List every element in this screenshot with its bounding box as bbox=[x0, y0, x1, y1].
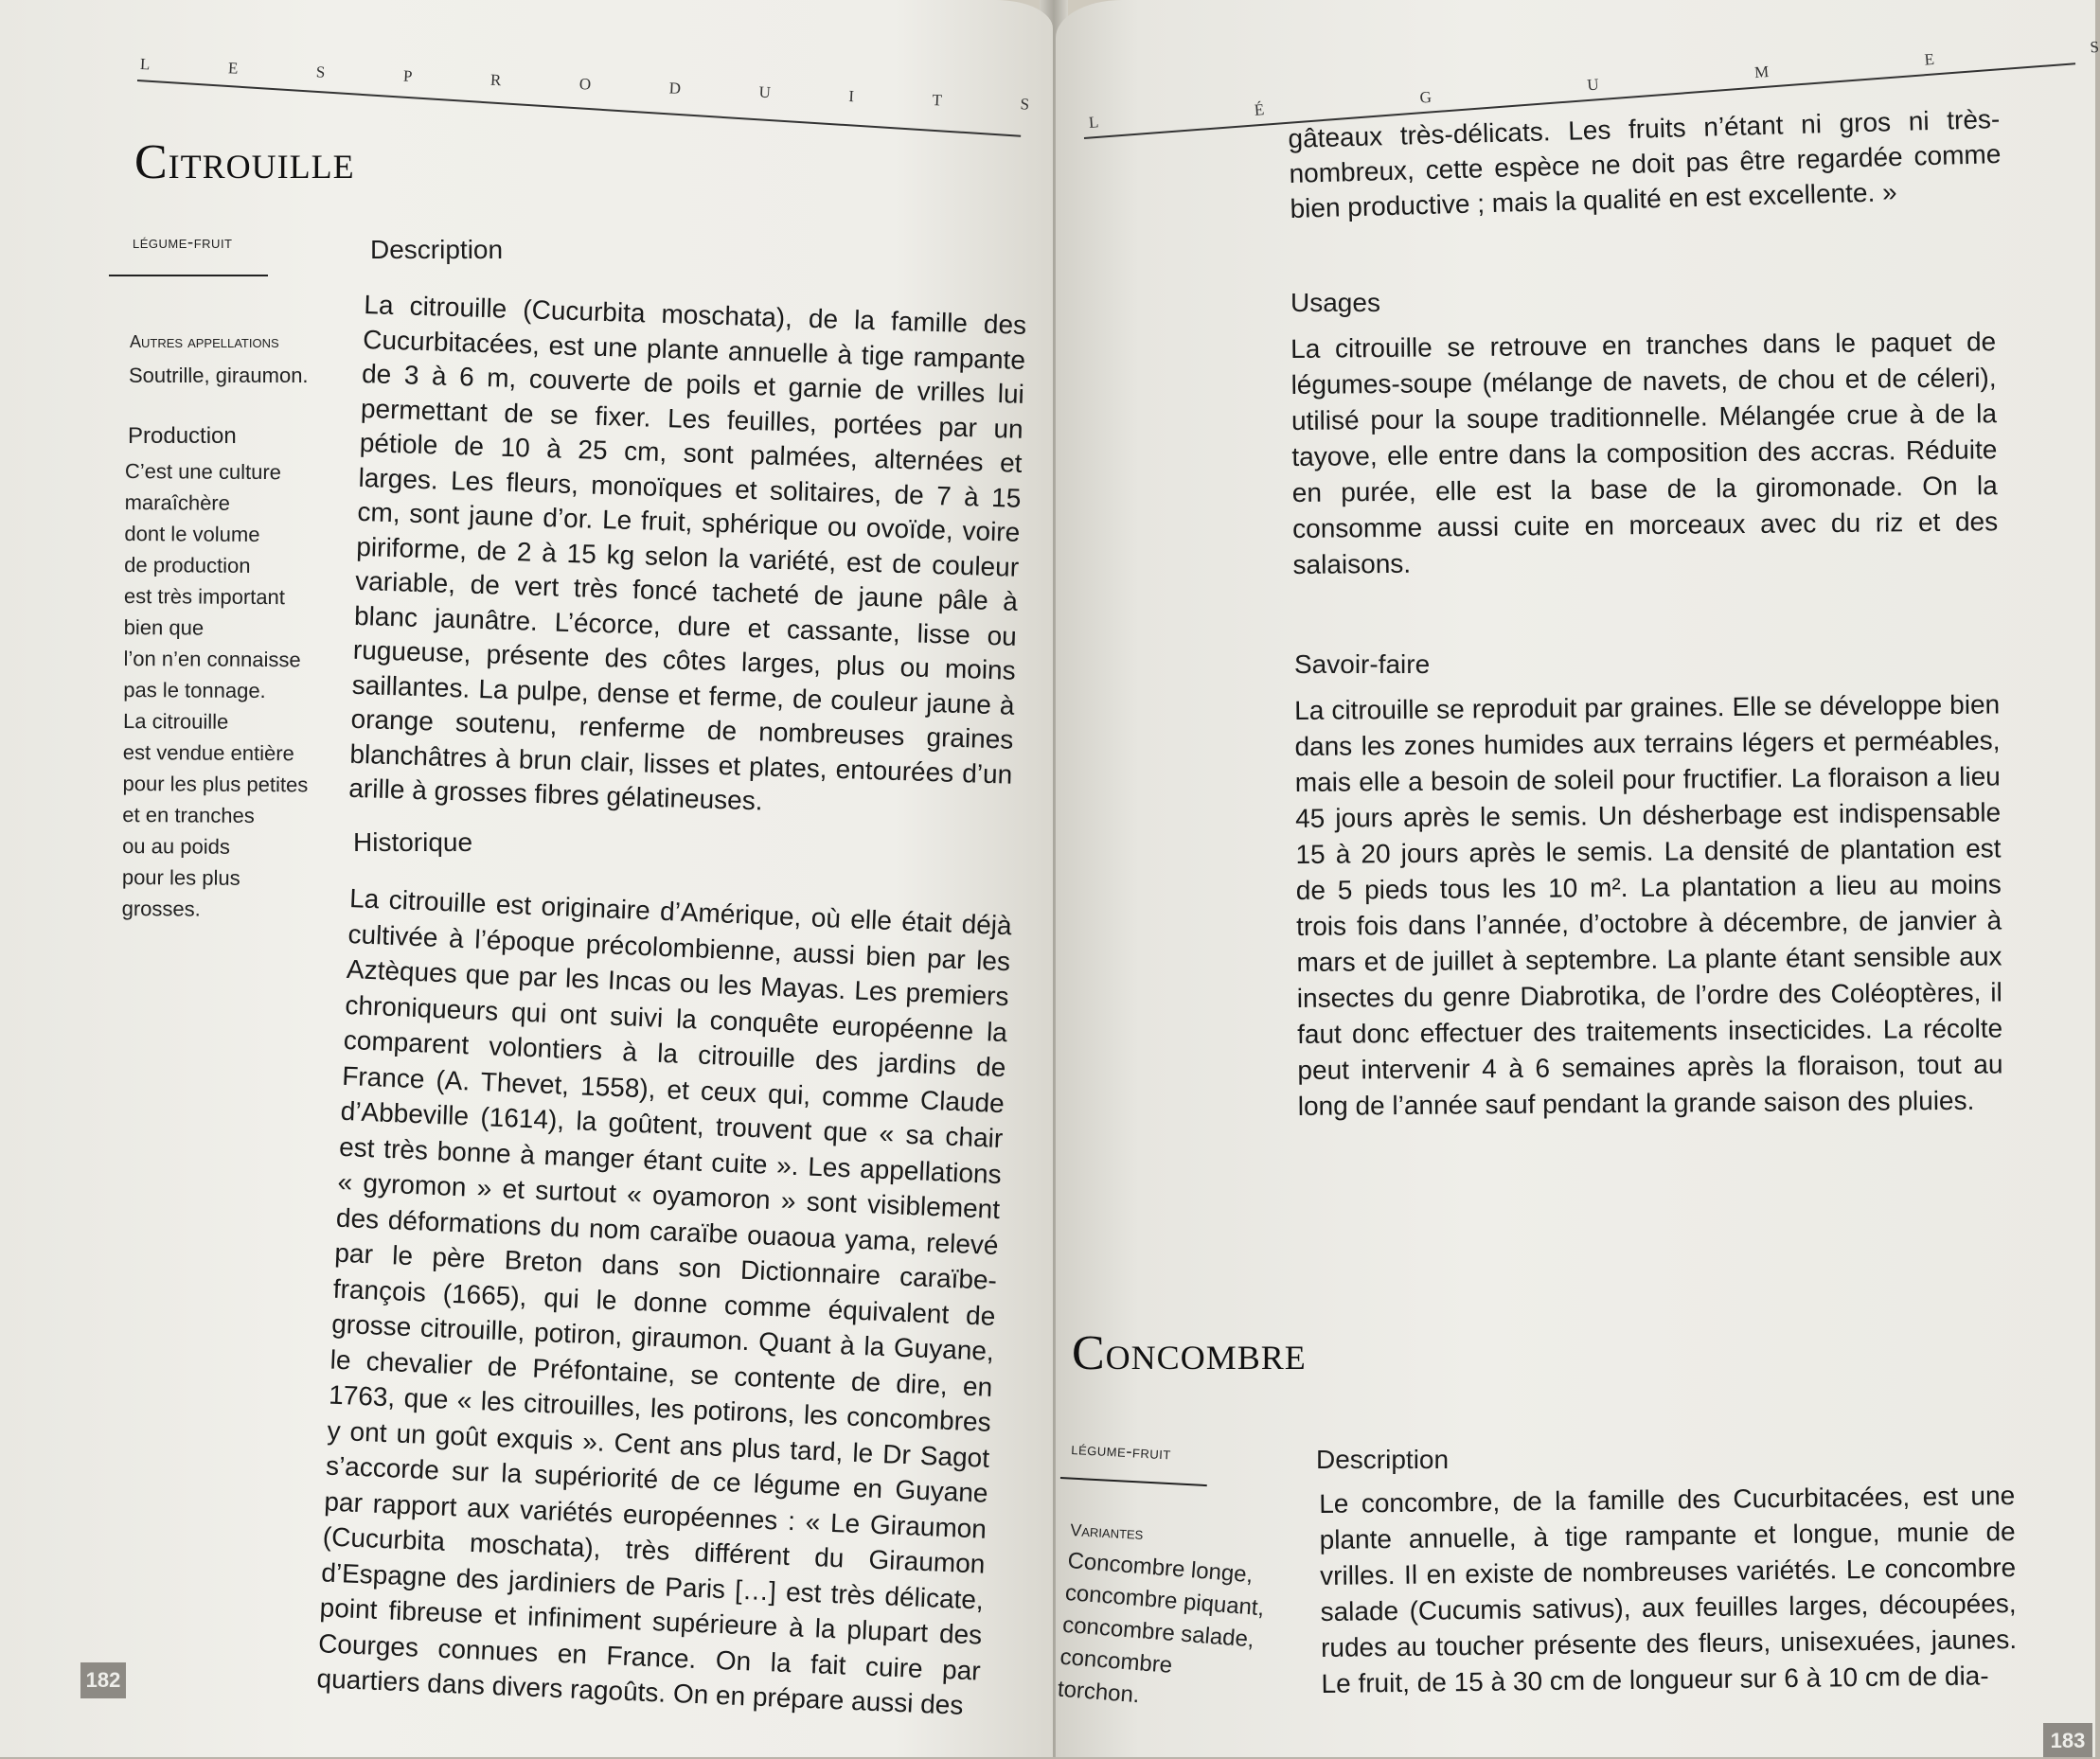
variants-label: Variantes bbox=[1069, 1520, 1144, 1544]
header-letter: D bbox=[668, 79, 682, 98]
usages-paragraph: La citrouille se retrouve en tranches dans le paquet de légumes-soupe (mélange de navets, de chou et de céleri), utilisé pour la soupe traditionnelle. Mélangée crue à de la tayove, elle entre dans la composition des accras. Réduite en purée, elle est la base de la giromonade. On la consomme aussi cuite en morceaux avec du riz et des salaisons. bbox=[1290, 327, 1999, 579]
description2-heading: Description bbox=[1316, 1445, 1450, 1474]
continued-paragraph: gâteaux très-délicats. Les fruits n’étant ni gros ni très-nombreux, cette espèce ne doit pas être regardée comme bien productive ; mais la qualité en est excellente. » bbox=[1288, 104, 2002, 223]
header-letter: E bbox=[227, 59, 239, 78]
header-letter: P bbox=[402, 66, 413, 86]
page-number-left: 182 bbox=[80, 1662, 126, 1698]
right-page bbox=[1056, 0, 2100, 1757]
savoir-faire-heading: Savoir-faire bbox=[1294, 649, 1431, 679]
header-letter: U bbox=[758, 82, 772, 102]
header-letter: L bbox=[139, 55, 151, 74]
history-text bbox=[316, 880, 1013, 1724]
category-tag-2: légume-fruit bbox=[1070, 1439, 1172, 1465]
category-rule bbox=[109, 275, 268, 276]
usages-text bbox=[1290, 324, 1999, 583]
history-heading: Historique bbox=[353, 827, 473, 857]
category-tag: légume-fruit bbox=[133, 233, 233, 253]
header-letter: G bbox=[1418, 87, 1433, 107]
header-letter: É bbox=[1254, 100, 1265, 119]
savoir-faire-text bbox=[1294, 686, 2003, 1124]
header-letter: T bbox=[932, 91, 943, 110]
header-letter: I bbox=[847, 86, 855, 106]
description-heading: Description bbox=[370, 235, 504, 264]
header-letter: E bbox=[1923, 49, 1935, 69]
other-names-text: Soutrille, giraumon. bbox=[129, 364, 309, 387]
entry-title-2: Concombre bbox=[1072, 1326, 1307, 1380]
production-text: C’est une culture maraîchère dont le volume de production est très important bien que l’on n’en connaisse pas le tonnage. La citrouille est vendue entière pour les plus petites et en tranches ou au poids pour les plus grosses. bbox=[121, 458, 309, 921]
header-letter: M bbox=[1753, 62, 1770, 82]
header-letter: S bbox=[1020, 95, 1030, 114]
header-letter: S bbox=[2089, 37, 2100, 57]
description-paragraph: La citrouille (Cucurbita moschata), de la famille des Cucurbitacées, est une plante annuelle à tige rampante de 3 à 6 m, couverte de poils et garnie de vrilles lui permettant de se fixer. Les feuilles, portées par un pétiole de 10 à 25 cm, sont palmées, alternées et larges. Les fleurs, monoïques et solitaires, de 7 à 15 cm, sont jaune d’or. Le fruit, sphérique ou ovoïde, voire piriforme, de 2 à 15 kg selon la variété, est de couleur variable, de vert très foncé tacheté de jaune pâle à blanc jaunâtre. L’écorce, dure et cassante, lisse ou rugueuse, présente des côtes larges, plus ou moins saillantes. La pulpe, dense et ferme, de couleur jaune à orange soutenu, renferme de nombreuses graines blanchâtres à brun clair, lisses et plates, entourées d’un arille à grosses fibres gélatineuses. bbox=[347, 289, 1027, 816]
other-names-label: Autres appellations bbox=[130, 332, 279, 351]
savoir-faire-paragraph: La citrouille se reproduit par graines. Elle se développe bien dans les zones humides aux terrains légers et perméables, mais elle a besoin de soleil pour fructifier. La floraison a lieu 45 jours après le semis. Un désherbage est indispensable 15 à 20 jours après le semis. La densité de plantation est de 5 pieds tous les 10 m². La plantation a lieu au moins trois fois dans l’année, d’octobre à décembre, de janvier à mars et de juillet à septembre. La plante étant sensible aux insectes du genre Diabrotika, de l’ordre des Coléoptères, il faut donc effectuer des traitements insecticides. La récolte peut intervenir 4 à 6 semaines après la floraison, tout au long de l’année sauf pendant la grande saison des pluies. bbox=[1294, 689, 2003, 1121]
header-letter: O bbox=[578, 75, 592, 94]
header-letter: S bbox=[315, 62, 326, 81]
continued-text bbox=[1288, 101, 2002, 226]
left-running-header bbox=[140, 55, 1030, 115]
page-number-right: 183 bbox=[2043, 1723, 2092, 1757]
entry-title: Citrouille bbox=[134, 135, 355, 189]
description-text bbox=[348, 288, 1027, 826]
history-paragraph: La citrouille est originaire d’Amérique, où elle était déjà cultivée à l’époque précolombienne, aussi bien par les Aztèques que par les Incas ou les Mayas. Les premiers chroniqueurs qui ont suivi la conquête européenne la comparent volontiers à la citrouille des jardins de France (A. Thevet, 1558), et ceux qui, comme Claude d’Abbeville (1614), la goûtent, trouvent que « sa chair est très bonne à manger étant cuite ». Les appellations « gyromon » et surtout « oyamoron » sont visiblement des déformations du nom caraïbe ouaoua yama, relevé par le père Breton dans son Dictionnaire caraïbe-françois (1665), qui le donne comme équivalent de grosse citrouille, potiron, giraumon. Quant à la Guyane, le chevalier de Préfontaine, se contente de dire, en 1763, que « les citrouilles, les potirons, les concombres y ont un goût exquis ». Cent ans plus tard, le Dr Sagot s’accorde sur la supériorité de ce légume en Guyane par rapport aux variétés européennes : « Le Giraumon (Cucurbita moschata), très différent du Giraumon d’Espagne des jardiniers de Paris […] est très délicate, point fibreuse et infiniment supérieure à la plupart des Courges connues en France. On la fait cuire par quartiers dans divers ragoûts. On en prépare aussi des bbox=[316, 882, 1013, 1720]
header-letter: U bbox=[1586, 75, 1600, 95]
header-letter: R bbox=[489, 70, 502, 90]
usages-heading: Usages bbox=[1290, 288, 1380, 317]
variants-text: Concombre longe, concombre piquant, concombre salade, concombre torchon. bbox=[1056, 1547, 1266, 1709]
category-rule-2 bbox=[1060, 1477, 1207, 1486]
description2-text bbox=[1319, 1478, 2018, 1702]
production-heading: Production bbox=[128, 423, 237, 449]
header-letter: L bbox=[1088, 113, 1100, 132]
description2-paragraph: Le concombre, de la famille des Cucurbitacées, est une plante annuelle, à tige rampante et longue, munie de vrilles. Il en existe de nombreuses variétés. Le concombre salade (Cucumis sativus), aux feuilles larges, découpées, rudes au toucher présente des fleurs, unisexuées, jaunes. Le fruit, de 15 à 30 cm de longueur sur 6 à 10 cm de dia- bbox=[1319, 1481, 2018, 1698]
